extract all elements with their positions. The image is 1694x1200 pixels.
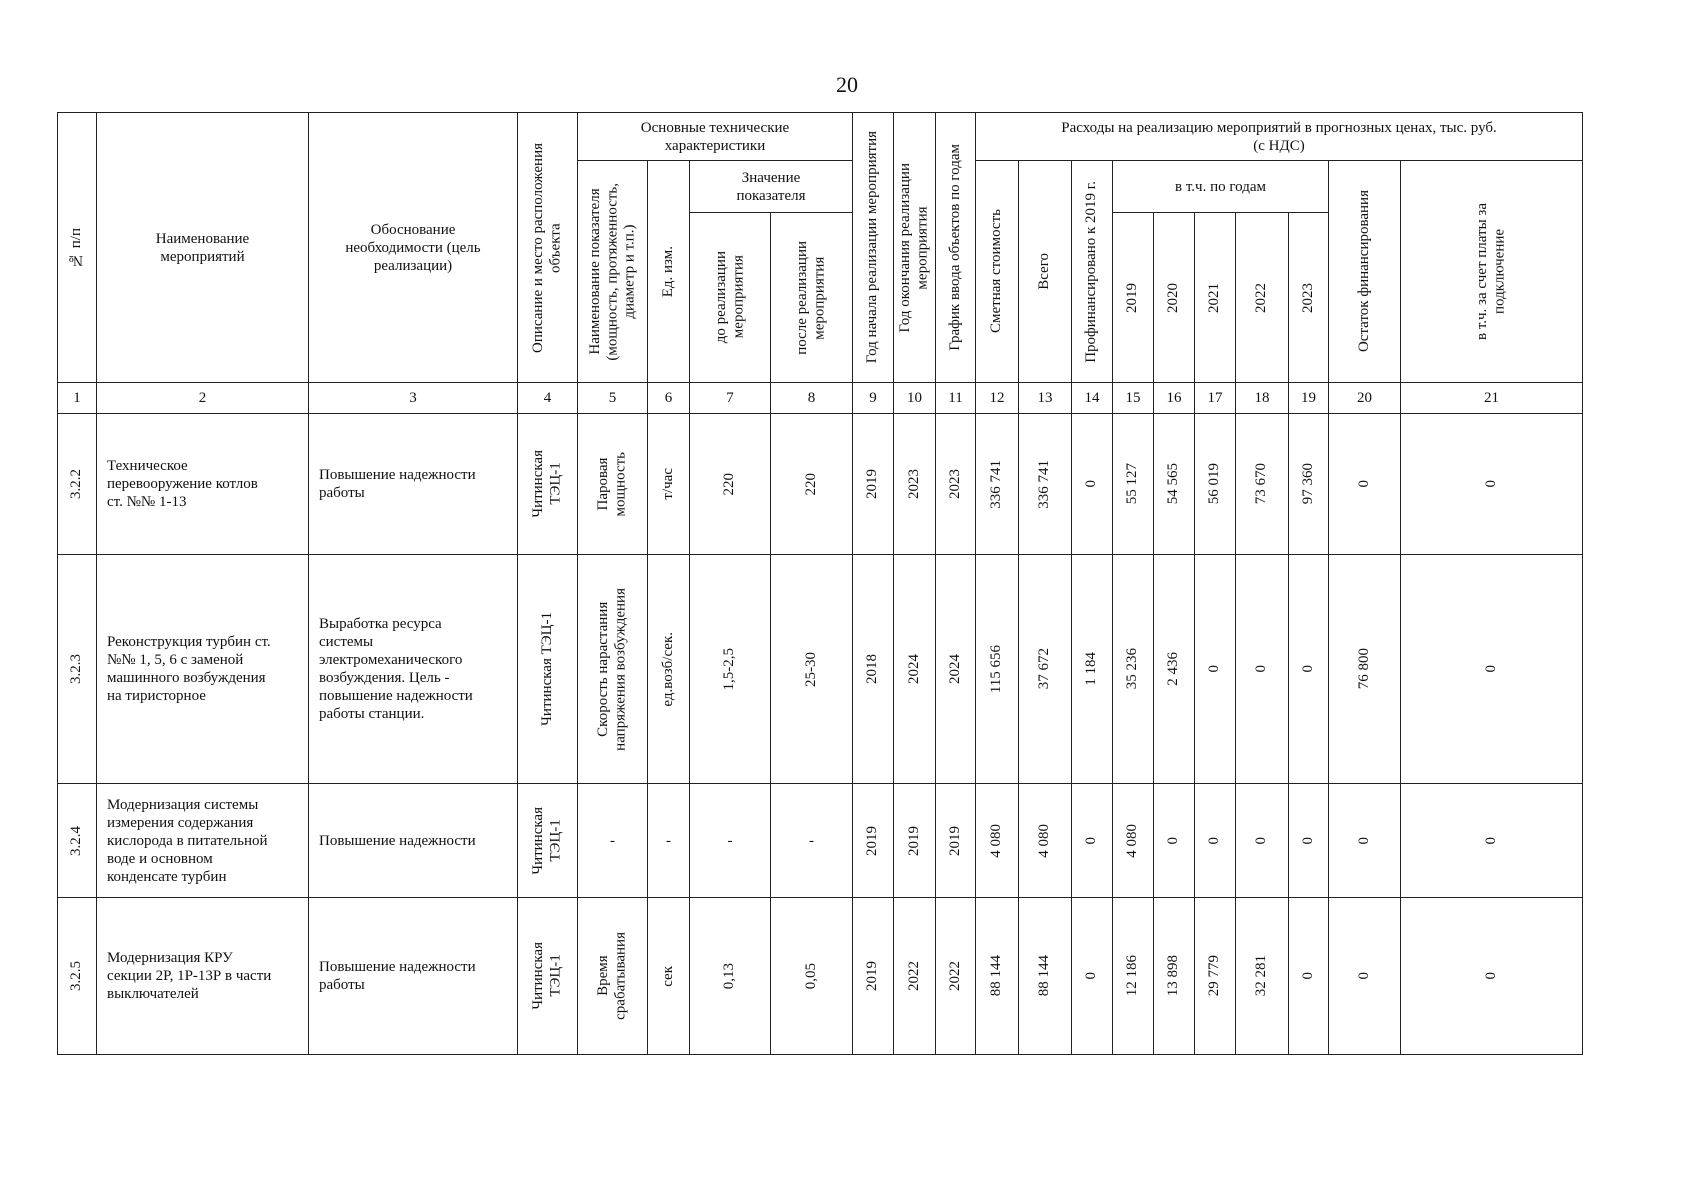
cost-2023: 97 360 bbox=[1289, 414, 1329, 555]
column-number: 7 bbox=[690, 383, 771, 414]
value-after: 0,05 bbox=[771, 898, 853, 1055]
column-number: 21 bbox=[1401, 383, 1583, 414]
header-indicator-name: Наименование показателя (мощность, протяженность, диаметр и т.п.) bbox=[578, 161, 648, 383]
value-after: 25-30 bbox=[771, 555, 853, 784]
investment-table bbox=[57, 112, 1583, 1055]
cost-2019: 4 080 bbox=[1113, 784, 1154, 898]
schedule-year: 2023 bbox=[936, 414, 976, 555]
total-cost: 88 144 bbox=[1019, 898, 1072, 1055]
column-number: 15 bbox=[1113, 383, 1154, 414]
cost-2019: 35 236 bbox=[1113, 555, 1154, 784]
remainder: 76 800 bbox=[1329, 555, 1401, 784]
column-number: 3 bbox=[309, 383, 518, 414]
unit: сек bbox=[648, 898, 690, 1055]
estimate-cost: 4 080 bbox=[976, 784, 1019, 898]
cost-2022: 32 281 bbox=[1236, 898, 1289, 1055]
table-row bbox=[58, 555, 1583, 784]
value-before: 0,13 bbox=[690, 898, 771, 1055]
start-year: 2019 bbox=[853, 898, 894, 1055]
header-year-2019: 2019 bbox=[1113, 213, 1154, 383]
cost-2021: 0 bbox=[1195, 784, 1236, 898]
header-by-years: в т.ч. по годам bbox=[1113, 161, 1329, 213]
cost-2020: 0 bbox=[1154, 784, 1195, 898]
header-year-2021: 2021 bbox=[1195, 213, 1236, 383]
remainder: 0 bbox=[1329, 414, 1401, 555]
estimate-cost: 336 741 bbox=[976, 414, 1019, 555]
header-year-2023: 2023 bbox=[1289, 213, 1329, 383]
remainder: 0 bbox=[1329, 898, 1401, 1055]
start-year: 2019 bbox=[853, 414, 894, 555]
cost-2022: 0 bbox=[1236, 555, 1289, 784]
column-number: 5 bbox=[578, 383, 648, 414]
header-name: Наименование мероприятий bbox=[97, 113, 309, 383]
start-year: 2018 bbox=[853, 555, 894, 784]
measure-reason: Повышение надежности работы bbox=[309, 414, 518, 555]
table-row bbox=[58, 898, 1583, 1055]
total-cost: 4 080 bbox=[1019, 784, 1072, 898]
header-total: Всего bbox=[1019, 161, 1072, 383]
row-number: 3.2.2 bbox=[58, 414, 97, 555]
prefinanced: 0 bbox=[1072, 784, 1113, 898]
column-number: 17 bbox=[1195, 383, 1236, 414]
header-unit: Ед. изм. bbox=[648, 161, 690, 383]
indicator-name: - bbox=[578, 784, 648, 898]
header-estimate: Сметная стоимость bbox=[976, 161, 1019, 383]
schedule-year: 2022 bbox=[936, 898, 976, 1055]
table-row bbox=[58, 784, 1583, 898]
measure-name: Реконструкция турбин ст. №№ 1, 5, 6 с заменой машинного возбуждения на тиристорное bbox=[97, 555, 309, 784]
schedule-year: 2019 bbox=[936, 784, 976, 898]
header-year-2020: 2020 bbox=[1154, 213, 1195, 383]
page-number: 20 bbox=[836, 72, 858, 97]
indicator-name: Время срабатывания bbox=[578, 898, 648, 1055]
column-number: 19 bbox=[1289, 383, 1329, 414]
column-number: 10 bbox=[894, 383, 936, 414]
header-value-group: Значение показателя bbox=[690, 161, 853, 213]
cost-2022: 0 bbox=[1236, 784, 1289, 898]
indicator-name: Паровая мощность bbox=[578, 414, 648, 555]
measure-name: Модернизация системы измерения содержания кислорода в питательной воде и основном конденсате турбин bbox=[97, 784, 309, 898]
cost-2020: 13 898 bbox=[1154, 898, 1195, 1055]
measure-reason: Повышение надежности bbox=[309, 784, 518, 898]
measure-name: Техническое перевооружение котлов ст. №№ 1-13 bbox=[97, 414, 309, 555]
prefinanced: 1 184 bbox=[1072, 555, 1113, 784]
row-number: 3.2.3 bbox=[58, 555, 97, 784]
header-after: после реализации мероприятия bbox=[771, 213, 853, 383]
header-before: до реализации мероприятия bbox=[690, 213, 771, 383]
header-location: Описание и место расположения объекта bbox=[518, 113, 578, 383]
value-after: - bbox=[771, 784, 853, 898]
end-year: 2024 bbox=[894, 555, 936, 784]
header-tech-group: Основные технические характеристики bbox=[578, 113, 853, 161]
start-year: 2019 bbox=[853, 784, 894, 898]
value-before: 1,5-2,5 bbox=[690, 555, 771, 784]
header-start-year: Год начала реализации мероприятия bbox=[853, 113, 894, 383]
header-reason: Обоснование необходимости (цель реализации) bbox=[309, 113, 518, 383]
column-number: 8 bbox=[771, 383, 853, 414]
cost-2021: 29 779 bbox=[1195, 898, 1236, 1055]
header-connection-fee: в т.ч. за счет платы за подключение bbox=[1401, 161, 1583, 383]
column-number: 13 bbox=[1019, 383, 1072, 414]
column-number: 9 bbox=[853, 383, 894, 414]
column-number: 4 bbox=[518, 383, 578, 414]
column-numbers-row bbox=[58, 383, 1583, 414]
column-number: 11 bbox=[936, 383, 976, 414]
end-year: 2022 bbox=[894, 898, 936, 1055]
header-prefinanced: Профинансировано к 2019 г. bbox=[1072, 161, 1113, 383]
column-number: 20 bbox=[1329, 383, 1401, 414]
cost-2020: 54 565 bbox=[1154, 414, 1195, 555]
object-location: Читинская ТЭЦ-1 bbox=[518, 555, 578, 784]
cost-2021: 0 bbox=[1195, 555, 1236, 784]
unit: - bbox=[648, 784, 690, 898]
header-schedule: График ввода объектов по годам bbox=[936, 113, 976, 383]
row-number: 3.2.4 bbox=[58, 784, 97, 898]
prefinanced: 0 bbox=[1072, 898, 1113, 1055]
object-location: Читинская ТЭЦ-1 bbox=[518, 414, 578, 555]
column-number: 16 bbox=[1154, 383, 1195, 414]
object-location: Читинская ТЭЦ-1 bbox=[518, 898, 578, 1055]
connection-fee: 0 bbox=[1401, 784, 1583, 898]
total-cost: 336 741 bbox=[1019, 414, 1072, 555]
connection-fee: 0 bbox=[1401, 555, 1583, 784]
value-before: 220 bbox=[690, 414, 771, 555]
cost-2023: 0 bbox=[1289, 898, 1329, 1055]
header-end-year: Год окончания реализации мероприятия bbox=[894, 113, 936, 383]
column-number: 12 bbox=[976, 383, 1019, 414]
value-after: 220 bbox=[771, 414, 853, 555]
cost-2019: 12 186 bbox=[1113, 898, 1154, 1055]
header-year-2022: 2022 bbox=[1236, 213, 1289, 383]
estimate-cost: 115 656 bbox=[976, 555, 1019, 784]
total-cost: 37 672 bbox=[1019, 555, 1072, 784]
estimate-cost: 88 144 bbox=[976, 898, 1019, 1055]
column-number: 6 bbox=[648, 383, 690, 414]
measure-reason: Повышение надежности работы bbox=[309, 898, 518, 1055]
cost-2023: 0 bbox=[1289, 555, 1329, 784]
end-year: 2019 bbox=[894, 784, 936, 898]
prefinanced: 0 bbox=[1072, 414, 1113, 555]
measure-name: Модернизация КРУ секции 2Р, 1Р-13Р в части выключателей bbox=[97, 898, 309, 1055]
schedule-year: 2024 bbox=[936, 555, 976, 784]
connection-fee: 0 bbox=[1401, 898, 1583, 1055]
unit: т/час bbox=[648, 414, 690, 555]
object-location: Читинская ТЭЦ-1 bbox=[518, 784, 578, 898]
cost-2020: 2 436 bbox=[1154, 555, 1195, 784]
cost-2021: 56 019 bbox=[1195, 414, 1236, 555]
header-costs-group: Расходы на реализацию мероприятий в прогнозных ценах, тыс. руб. (с НДС) bbox=[976, 113, 1583, 161]
column-number: 14 bbox=[1072, 383, 1113, 414]
value-before: - bbox=[690, 784, 771, 898]
column-number: 1 bbox=[58, 383, 97, 414]
header-num: № п/п bbox=[58, 113, 97, 383]
cost-2019: 55 127 bbox=[1113, 414, 1154, 555]
indicator-name: Скорость нарастания напряжения возбуждения bbox=[578, 555, 648, 784]
end-year: 2023 bbox=[894, 414, 936, 555]
connection-fee: 0 bbox=[1401, 414, 1583, 555]
remainder: 0 bbox=[1329, 784, 1401, 898]
column-number: 18 bbox=[1236, 383, 1289, 414]
column-number: 2 bbox=[97, 383, 309, 414]
unit: ед.возб/сек. bbox=[648, 555, 690, 784]
cost-2022: 73 670 bbox=[1236, 414, 1289, 555]
table-row bbox=[58, 414, 1583, 555]
cost-2023: 0 bbox=[1289, 784, 1329, 898]
measure-reason: Выработка ресурса системы электромеханического возбуждения. Цель - повышение надежности работы станции. bbox=[309, 555, 518, 784]
row-number: 3.2.5 bbox=[58, 898, 97, 1055]
header-remainder: Остаток финансирования bbox=[1329, 161, 1401, 383]
